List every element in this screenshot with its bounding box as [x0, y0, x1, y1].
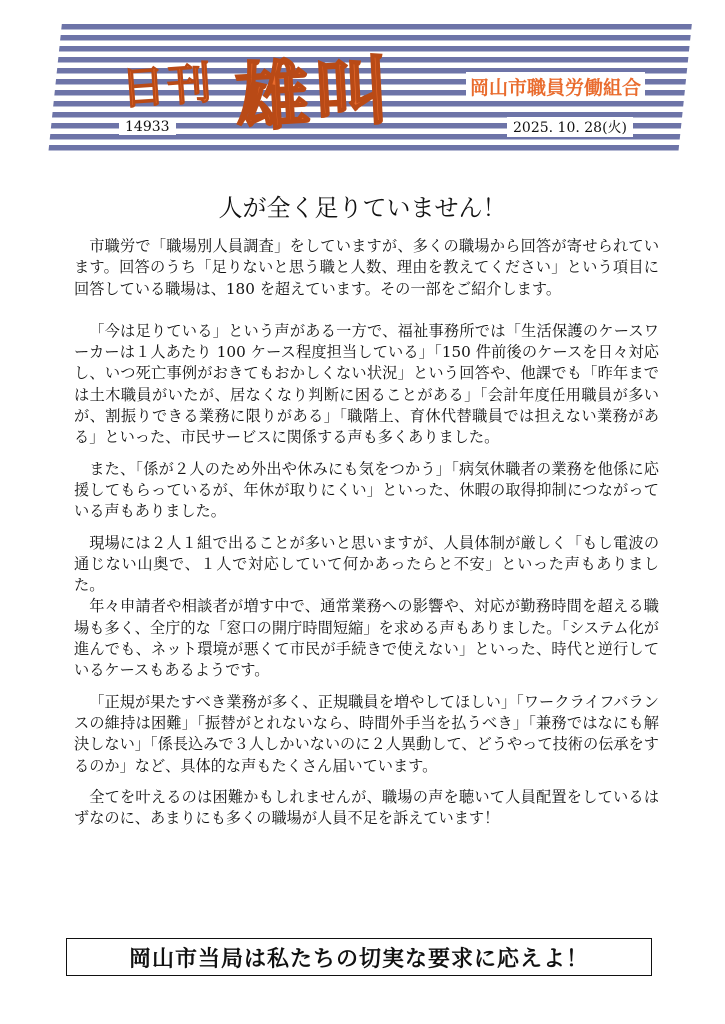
issue-number: 14933 [119, 119, 176, 135]
article-body [74, 236, 659, 829]
masthead-title-small: 日刊 [119, 57, 215, 116]
issue-date: 2025. 10. 28(火) [507, 117, 633, 137]
conclusion-box: 岡山市当局は私たちの切実な要求に応えよ！ [66, 938, 652, 976]
masthead-title-big: 雄叫 [233, 47, 398, 143]
paragraph-voices: 「正規が果たすべき業務が多く、正規職員を増やしてほしい」「ワークライフバランスの維持は困難」「振替がとれないなら、時間外手当を払うべき」「兼務ではなにも解決しない」「係長込みで３人しかいないのに２人異動して、どうやって技術の伝承をするのか」など、具体的な声もたくさん届いています。 [74, 692, 659, 775]
paragraph-leave: また、「係が２人のため外出や休みにも気をつかう」「病気休職者の業務を他係に応援してもらっているが、年休が取りにくい」といった、休暇の取得抑制につながっている声もありました。 [74, 459, 659, 521]
paragraph-field: 現場には２人１組で出ることが多いと思いますが、人員体制が厳しく「もし電波の通じない山奥で、１人で対応していて何かあったらと不安」といった声もありました。 [74, 533, 659, 595]
paragraph-closing: 全てを叶えるのは困難かもしれませんが、職場の声を聴いて人員配置をしているはずなのに、あまりにも多くの職場が人員不足を訴えています！ [74, 787, 659, 828]
masthead-banner [48, 24, 692, 154]
paragraph-welfare: 「今は足りている」という声がある一方で、福祉事務所では「生活保護のケースワーカーは１人あたり 100 ケース程度担当している」「150 件前後のケースを日々対応し、いつ死亡事例がおきてもおかしくない状況」という回答や、他課でも「昨年までは土木職員がいたが、居なくなり判断に困ることがある」「会計年度任用職員が多いが、割振りできる業務に限りがある」「職階上、育休代替職員では担えない業務がある」といった、市民サービスに関係する声も多くありました。 [74, 321, 659, 447]
union-name: 岡山市職員労働組合 [466, 72, 645, 101]
paragraph-counter: 年々申請者や相談者が増す中で、通常業務への影響や、対応が勤務時間を超える職場も多く、全庁的な「窓口の開庁時間短縮」を求める声もありました。「システム化が進んでも、ネット環境が悪くて市民が手続きで使えない」といった、時代と逆行しているケースもあるようです。 [74, 597, 659, 680]
masthead-content [55, 24, 685, 154]
headline: 人が全く足りていません！ [218, 194, 507, 222]
paragraph-intro: 市職労で「職場別人員調査」をしていますが、多くの職場から回答が寄せられています。回答のうち「足りないと思う職と人数、理由を教えてください」という項目に回答している職場は、180 を超えています。その一部をご紹介します。 [74, 237, 659, 298]
